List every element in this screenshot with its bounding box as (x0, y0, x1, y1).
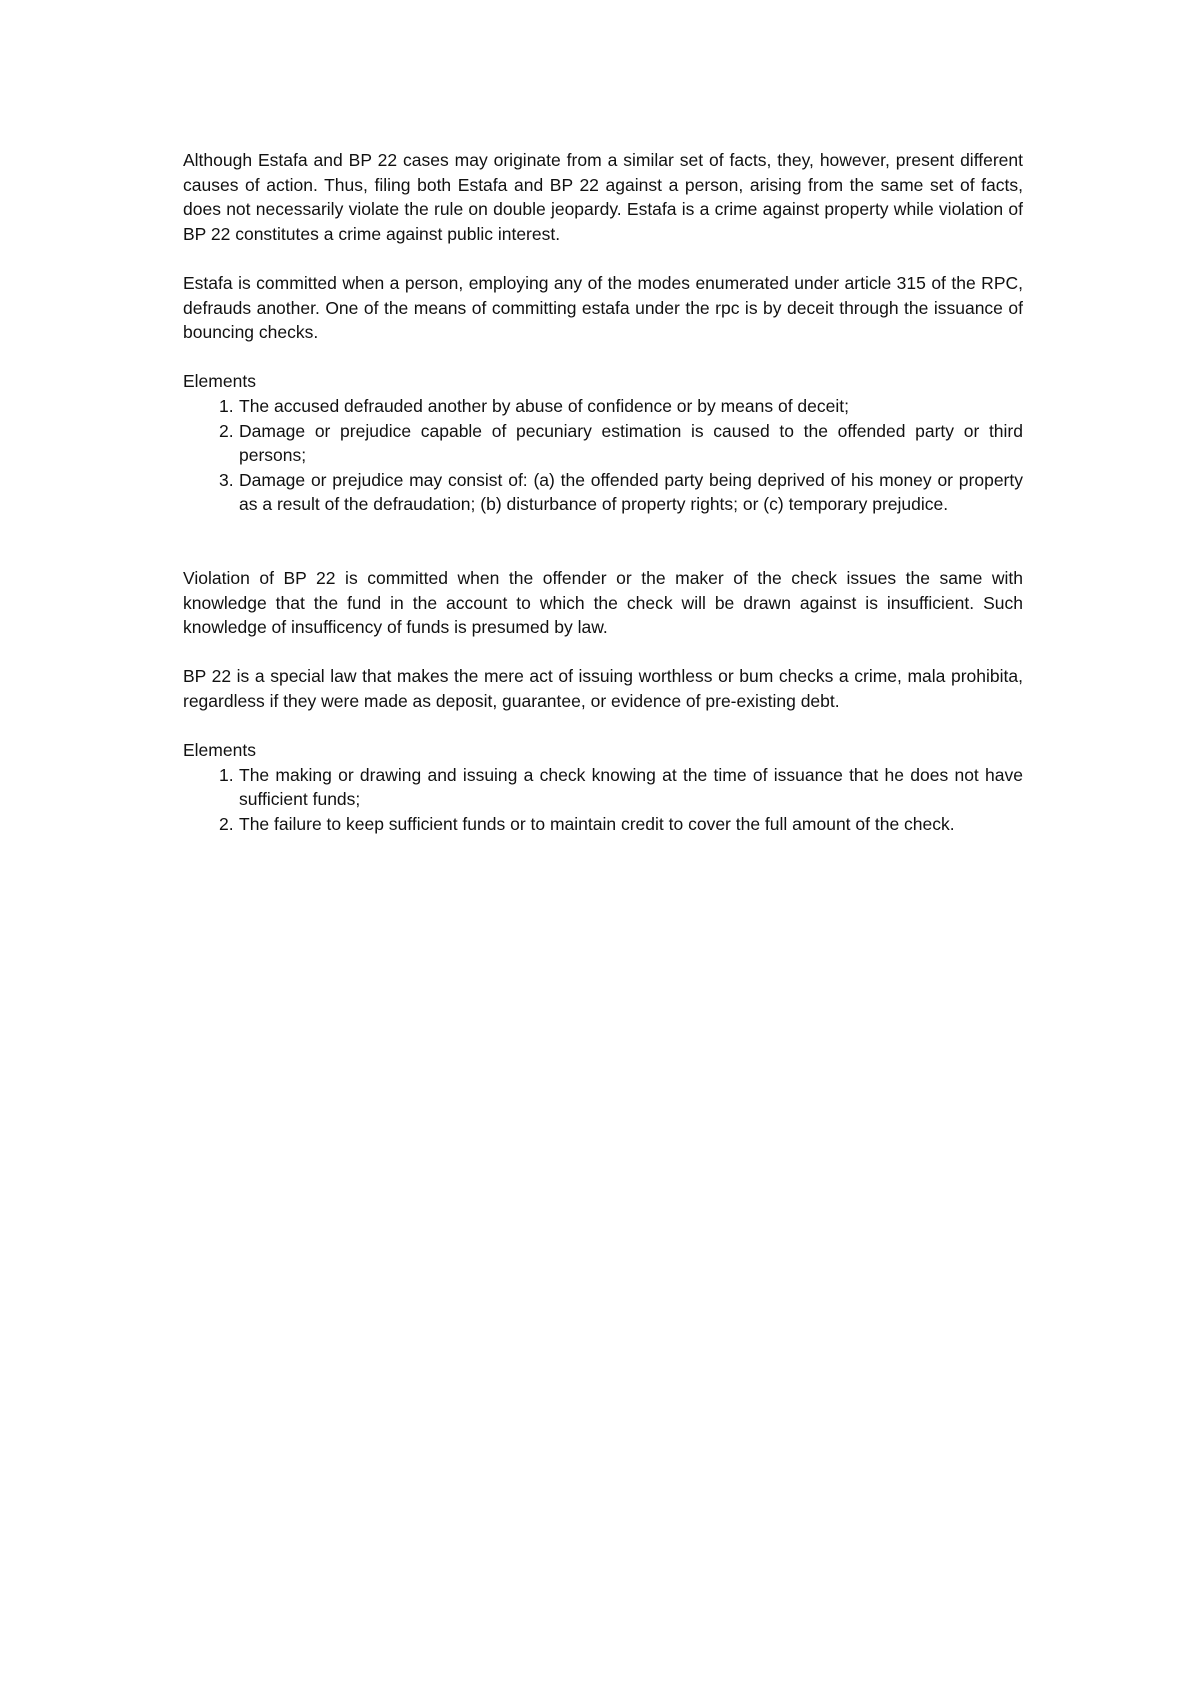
list-item (219, 468, 1023, 517)
list-item (219, 763, 1023, 812)
estafa-elements-list (183, 394, 1023, 517)
list-item-number: 2. (219, 814, 234, 835)
list-item-text: The accused defrauded another by abuse of confidence or by means of deceit; (239, 395, 849, 416)
document-body (183, 148, 1023, 861)
estafa-elements-heading: Elements (183, 371, 256, 392)
bp22-elements-heading: Elements (183, 740, 256, 761)
list-item (219, 394, 1023, 419)
list-item-number: 3. (219, 469, 234, 490)
list-item-text: The failure to keep sufficient funds or to maintain credit to cover the full amount of the check. (239, 814, 955, 835)
list-item-text: The making or drawing and issuing a check knowing at the time of issuance that he does not have sufficient funds; (239, 764, 1023, 810)
list-item-text: Damage or prejudice may consist of: (a) the offended party being deprived of his money or property as a result of the defraudation; (b) disturbance of property rights; or (c) temporary prejudice. (239, 469, 1023, 515)
list-item-text: Damage or prejudice capable of pecuniary estimation is caused to the offended party or third persons; (239, 420, 1023, 466)
paragraph-bp22-violation: Violation of BP 22 is committed when the offender or the maker of the check issues the same with knowledge that the fund in the account to which the check will be drawn against is insufficient. Such knowledge of insufficency of funds is presumed by law. (183, 568, 1023, 638)
paragraph-estafa-definition: Estafa is committed when a person, employing any of the modes enumerated under article 315 of the RPC, defrauds another. One of the means of committing estafa under the rpc is by deceit through the issuance of bouncing checks. (183, 272, 1023, 343)
paragraph-bp22-special-law: BP 22 is a special law that makes the mere act of issuing worthless or bum checks a crime, mala prohibita, regardless if they were made as deposit, guarantee, or evidence of pre-existing debt. (183, 666, 1023, 712)
list-item (219, 812, 1023, 837)
list-item (219, 419, 1023, 468)
blank-line (183, 542, 1023, 567)
list-item-number: 2. (219, 420, 234, 441)
bp22-elements-list (183, 763, 1023, 837)
list-item-number: 1. (219, 395, 234, 416)
paragraph-estafa-vs-bp22: Although Estafa and BP 22 cases may originate from a similar set of facts, they, however, present different causes of action. Thus, filing both Estafa and BP 22 against a person, arising from the same set of facts, does not necessarily violate the rule on double jeopardy. Estafa is a crime against property while violation of BP 22 constitutes a crime against public interest. (183, 150, 1023, 244)
list-item-number: 1. (219, 764, 234, 785)
